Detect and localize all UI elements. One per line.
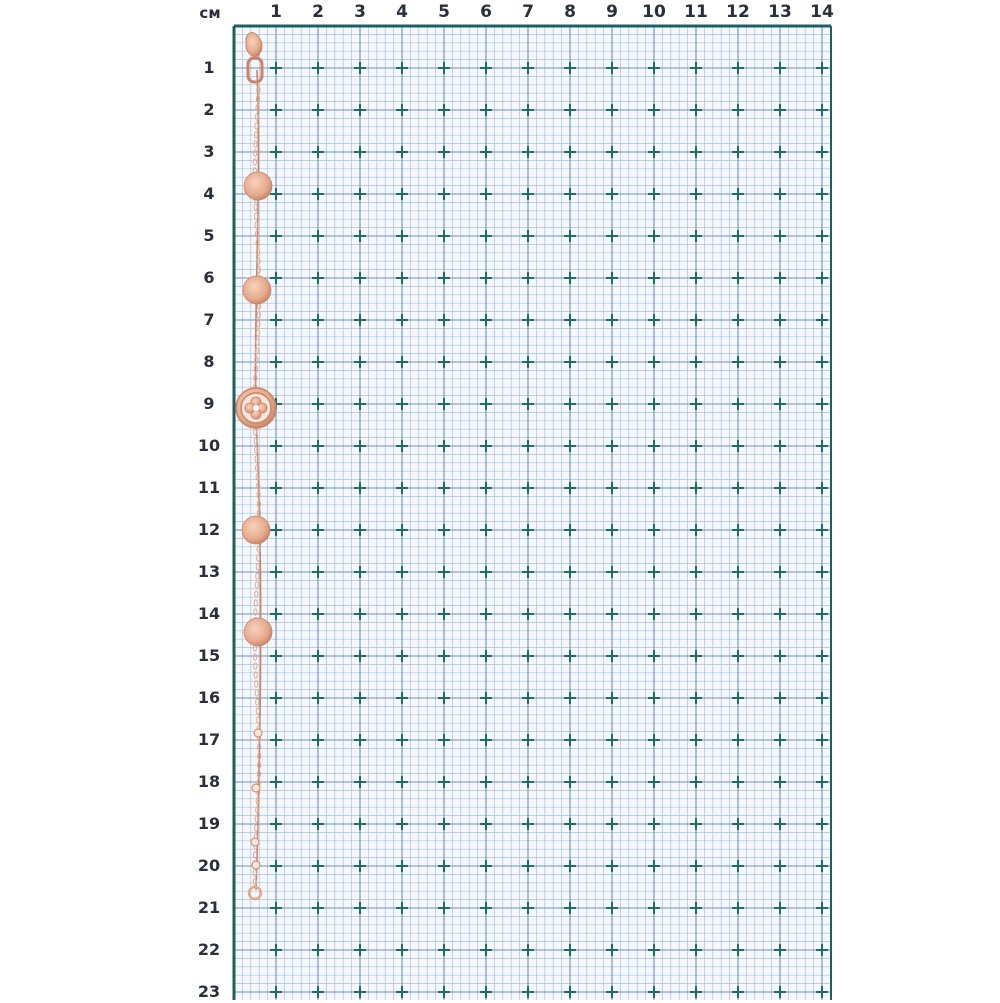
x-tick-label: 4	[396, 2, 408, 22]
coin-pendant-icon	[243, 276, 271, 304]
y-tick-label: 23	[197, 982, 221, 1001]
bead-station-icon	[251, 838, 259, 846]
x-tick-label: 11	[684, 2, 708, 22]
x-tick-label: 8	[564, 2, 576, 22]
y-tick-label: 12	[197, 520, 221, 539]
coin-pendant-icon	[242, 516, 270, 544]
y-tick-label: 10	[197, 436, 221, 455]
y-tick-label: 3	[203, 142, 215, 161]
center-motif-icon	[236, 388, 276, 428]
x-tick-label: 5	[438, 2, 450, 22]
y-tick-label: 4	[203, 184, 215, 203]
y-tick-label: 8	[203, 352, 215, 371]
y-tick-label: 15	[197, 646, 221, 665]
x-tick-label: 12	[726, 2, 750, 22]
y-tick-label: 18	[197, 772, 221, 791]
x-tick-label: 6	[480, 2, 492, 22]
gem-stone-icon	[253, 405, 259, 411]
x-tick-label: 1	[270, 2, 282, 22]
end-ring-icon	[249, 887, 261, 899]
x-tick-label: 14	[810, 2, 834, 22]
y-tick-label: 5	[203, 226, 215, 245]
x-tick-label: 3	[354, 2, 366, 22]
y-tick-label: 19	[197, 814, 221, 833]
x-tick-label: 9	[606, 2, 618, 22]
bead-station-icon	[252, 784, 260, 792]
y-tick-label: 9	[203, 394, 215, 413]
y-tick-label: 17	[197, 730, 221, 749]
y-tick-label: 22	[197, 940, 221, 959]
y-tick-label: 7	[203, 310, 215, 329]
y-tick-label: 21	[197, 898, 221, 917]
unit-label: см	[199, 4, 221, 22]
y-tick-label: 16	[197, 688, 221, 707]
y-tick-label: 11	[197, 478, 221, 497]
x-tick-label: 2	[312, 2, 324, 22]
coin-pendant-icon	[244, 618, 272, 646]
bead-station-icon	[254, 729, 262, 737]
x-tick-label: 13	[768, 2, 792, 22]
x-tick-label: 7	[522, 2, 534, 22]
y-tick-label: 20	[197, 856, 221, 875]
y-tick-label: 13	[197, 562, 221, 581]
bead-station-icon	[252, 861, 260, 869]
y-tick-label: 1	[203, 58, 215, 77]
y-tick-label: 2	[203, 100, 215, 119]
y-tick-label: 14	[197, 604, 221, 623]
x-tick-label: 10	[642, 2, 666, 22]
lobster-clasp-icon	[246, 32, 262, 56]
y-tick-label: 6	[203, 268, 215, 287]
jump-ring-icon	[248, 58, 262, 82]
coin-pendant-icon	[244, 172, 272, 200]
